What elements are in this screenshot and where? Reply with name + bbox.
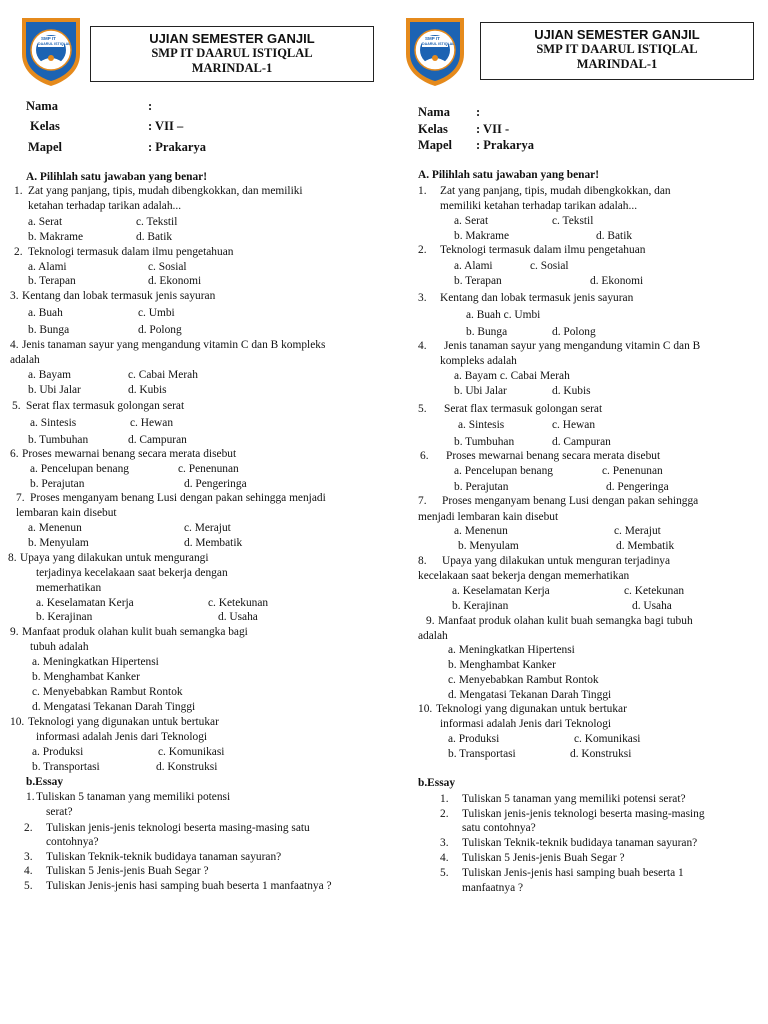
essay-text: Tuliskan 5 tanaman yang memiliki potensi bbox=[36, 791, 231, 803]
school-name: SMP IT DAARUL ISTIQLAL bbox=[151, 46, 313, 60]
option-d: d. Polong bbox=[552, 326, 596, 338]
nama-value: : bbox=[476, 105, 481, 119]
exam-title: UJIAN SEMESTER GANJIL bbox=[149, 31, 315, 46]
option-a: a. Alami bbox=[454, 260, 493, 272]
question-number: 1. bbox=[14, 185, 23, 197]
option-a-c: a. Bayam c. Cabai Merah bbox=[454, 370, 570, 382]
section-b-heading: b.Essay bbox=[418, 777, 456, 789]
logo-text-top: SMP IT bbox=[425, 36, 440, 41]
section-a-heading: A. Pilihlah satu jawaban yang benar! bbox=[418, 169, 600, 181]
option-a: a. Alami bbox=[28, 261, 67, 273]
essay-text: Tuliskan jenis-jenis teknologi beserta masing-masing bbox=[462, 808, 705, 820]
question-text: Zat yang panjang, tipis, mudah dibengkokkan, dan bbox=[440, 185, 671, 197]
essay-text: Tuliskan 5 Jenis-jenis Buah Segar ? bbox=[462, 852, 625, 864]
question-number: 8. bbox=[8, 552, 17, 564]
option-d: d. Usaha bbox=[632, 600, 672, 612]
option-d: d. Konstruksi bbox=[156, 761, 218, 773]
question-number: 10. bbox=[10, 716, 25, 728]
exam-title: UJIAN SEMESTER GANJIL bbox=[534, 27, 700, 42]
mapel-value: : Prakarya bbox=[148, 140, 206, 154]
question-number: 7. bbox=[418, 495, 427, 507]
option-a: a. Serat bbox=[28, 216, 63, 228]
school-place: MARINDAL-1 bbox=[576, 57, 658, 71]
nama-value: : bbox=[148, 99, 153, 113]
option-a-c: a. Buah c. Umbi bbox=[466, 309, 541, 321]
question-text: Teknologi yang digunakan untuk bertukar bbox=[28, 716, 219, 728]
option-b: b. Kerajinan bbox=[452, 600, 509, 612]
section-a-heading: A. Pilihlah satu jawaban yang benar! bbox=[26, 171, 208, 183]
exam-header-box bbox=[480, 22, 754, 80]
option-a: a. Meningkatkan Hipertensi bbox=[448, 644, 575, 656]
option-a: a. Menenun bbox=[454, 525, 508, 537]
essay-number: 2. bbox=[440, 808, 449, 820]
school-logo-icon bbox=[18, 14, 84, 88]
option-c: c. Umbi bbox=[138, 307, 175, 319]
option-b: b. Tumbuhan bbox=[28, 434, 89, 446]
question-number: 9. bbox=[426, 615, 435, 627]
essay-text: Tuliskan Jenis-jenis hasi samping buah beserta 1 manfaatnya ? bbox=[46, 880, 332, 892]
essay-text: Tuliskan jenis-jenis teknologi beserta masing-masing satu bbox=[46, 822, 310, 834]
kelas-value: : VII – bbox=[148, 119, 184, 133]
question-text: Teknologi yang digunakan untuk bertukar bbox=[436, 703, 627, 715]
question-text-cont: tubuh adalah bbox=[30, 641, 89, 653]
option-c: c. Ketekunan bbox=[624, 585, 685, 597]
logo-text-name: DAARUL ISTIQLAL bbox=[38, 42, 71, 46]
option-b: b. Transportasi bbox=[448, 748, 516, 760]
option-b: b. Makrame bbox=[454, 230, 510, 242]
option-b: b. Perajutan bbox=[30, 478, 85, 490]
option-d: d. Pengeringa bbox=[606, 481, 669, 493]
option-a: a. Bayam bbox=[28, 369, 72, 381]
option-a: a. Sintesis bbox=[30, 417, 77, 429]
question-text-cont: menjadi lembaran kain disebut bbox=[418, 511, 559, 523]
option-b: b. Transportasi bbox=[32, 761, 100, 773]
question-text-cont: informasi adalah Jenis dari Teknologi bbox=[440, 718, 612, 730]
question-number: 2. bbox=[418, 244, 427, 256]
question-text: Upaya yang dilakukan untuk mengurangi bbox=[20, 552, 209, 564]
essay-text: Tuliskan 5 tanaman yang memiliki potensi serat? bbox=[462, 793, 686, 805]
option-d: d. Kubis bbox=[128, 384, 167, 396]
option-a: a. Keselamatan Kerja bbox=[452, 585, 550, 597]
option-d: d. Campuran bbox=[552, 436, 611, 448]
question-text-cont: informasi adalah Jenis dari Teknologi bbox=[36, 731, 208, 743]
option-b: b. Bunga bbox=[28, 324, 70, 336]
question-text: Jenis tanaman sayur yang mengandung vitamin C dan B bbox=[444, 340, 701, 352]
question-number: 10. bbox=[418, 703, 433, 715]
option-d: d. Campuran bbox=[128, 434, 187, 446]
option-a: a. Produksi bbox=[32, 746, 84, 758]
option-a: a. Meningkatkan Hipertensi bbox=[32, 656, 159, 668]
school-logo-icon bbox=[402, 14, 468, 88]
exam-header-box bbox=[90, 26, 374, 82]
essay-text: Tuliskan Teknik-teknik budidaya tanaman sayuran? bbox=[462, 837, 698, 849]
option-a: a. Pencelupan benang bbox=[454, 465, 553, 477]
question-text-cont: adalah bbox=[418, 630, 448, 642]
essay-number: 3. bbox=[24, 851, 33, 863]
option-d: d. Kubis bbox=[552, 385, 591, 397]
essay-text-cont: manfaatnya ? bbox=[462, 882, 524, 894]
essay-text: Tuliskan Teknik-teknik budidaya tanaman sayuran? bbox=[46, 851, 282, 863]
option-c: c. Merajut bbox=[184, 522, 231, 534]
option-c: c. Sosial bbox=[530, 260, 569, 272]
essay-number: 2. bbox=[24, 822, 33, 834]
question-number: 6. bbox=[10, 448, 19, 460]
nama-label: Nama bbox=[418, 105, 450, 119]
essay-text-cont: serat? bbox=[46, 806, 73, 818]
essay-text-cont: contohnya? bbox=[46, 836, 99, 848]
option-d: d. Ekonomi bbox=[590, 275, 644, 287]
question-text: Teknologi termasuk dalam ilmu pengetahuan bbox=[440, 244, 646, 256]
question-text: Proses mewarnai benang secara merata disebut bbox=[446, 450, 661, 462]
question-text-cont: memiliki ketahan terhadap tarikan adalah... bbox=[440, 200, 638, 212]
option-a: a. Keselamatan Kerja bbox=[36, 597, 134, 609]
option-a: a. Menenun bbox=[28, 522, 82, 534]
question-number: 6. bbox=[420, 450, 429, 462]
essay-text: Tuliskan Jenis-jenis hasi samping buah beserta 1 bbox=[462, 867, 684, 879]
question-text: Teknologi termasuk dalam ilmu pengetahuan bbox=[28, 246, 234, 258]
option-c: c. Penenunan bbox=[178, 463, 239, 475]
question-text-cont: ketahan terhadap tarikan adalah... bbox=[28, 200, 182, 212]
option-c: c. Sosial bbox=[148, 261, 187, 273]
question-text: Jenis tanaman sayur yang mengandung vitamin C dan B kompleks bbox=[22, 339, 326, 351]
kelas-label: Kelas bbox=[30, 119, 60, 133]
option-b: b. Tumbuhan bbox=[454, 436, 515, 448]
school-place: MARINDAL-1 bbox=[191, 61, 273, 75]
option-b: b. Makrame bbox=[28, 231, 84, 243]
option-d: d. Membatik bbox=[184, 537, 243, 549]
mapel-label: Mapel bbox=[28, 140, 63, 154]
mapel-value: : Prakarya bbox=[476, 138, 534, 152]
question-number: 8. bbox=[418, 555, 427, 567]
option-b: b. Menghambat Kanker bbox=[448, 659, 556, 671]
question-text-cont: memerhatikan bbox=[36, 582, 102, 594]
kelas-label: Kelas bbox=[418, 122, 448, 136]
question-text: Upaya yang dilakukan untuk menguran terjadinya bbox=[442, 555, 671, 567]
option-c: c. Tekstil bbox=[136, 216, 178, 228]
option-b: b. Menghambat Kanker bbox=[32, 671, 140, 683]
option-c: c. Menyebabkan Rambut Rontok bbox=[448, 674, 599, 686]
question-text: Proses mewarnai benang secara merata disebut bbox=[22, 448, 237, 460]
option-c: c. Tekstil bbox=[552, 215, 594, 227]
question-text-cont: adalah bbox=[10, 354, 40, 366]
question-number: 5. bbox=[418, 403, 427, 415]
option-b: b. Ubi Jalar bbox=[28, 384, 81, 396]
option-a: a. Produksi bbox=[448, 733, 500, 745]
question-text: Kentang dan lobak termasuk jenis sayuran bbox=[22, 290, 216, 302]
option-c: c. Cabai Merah bbox=[128, 369, 198, 381]
option-b: b. Ubi Jalar bbox=[454, 385, 507, 397]
question-text: Serat flax termasuk golongan serat bbox=[444, 403, 603, 415]
question-text: Zat yang panjang, tipis, mudah dibengkokkan, dan memiliki bbox=[28, 185, 303, 197]
option-c: c. Merajut bbox=[614, 525, 661, 537]
essay-number: 5. bbox=[24, 880, 33, 892]
question-text: Kentang dan lobak termasuk jenis sayuran bbox=[440, 292, 634, 304]
option-b: b. Bunga bbox=[466, 326, 508, 338]
option-a: a. Serat bbox=[454, 215, 489, 227]
option-c: c. Komunikasi bbox=[574, 733, 641, 745]
question-text: Manfaat produk olahan kulit buah semangka bagi bbox=[22, 626, 248, 638]
essay-number: 1. bbox=[26, 791, 35, 803]
question-number: 7. bbox=[16, 492, 25, 504]
option-d: d. Polong bbox=[138, 324, 182, 336]
section-b-heading: b.Essay bbox=[26, 776, 64, 788]
option-d: d. Batik bbox=[596, 230, 633, 242]
option-d: d. Mengatasi Tekanan Darah Tinggi bbox=[448, 689, 612, 701]
option-c: c. Ketekunan bbox=[208, 597, 269, 609]
option-b: b. Menyulam bbox=[458, 540, 519, 552]
logo-text-name: DAARUL ISTIQLAL bbox=[422, 42, 455, 46]
option-b: b. Terapan bbox=[454, 275, 502, 287]
question-number: 3. bbox=[10, 290, 19, 302]
option-d: d. Konstruksi bbox=[570, 748, 632, 760]
question-number: 3. bbox=[418, 292, 427, 304]
question-text: Proses menganyam benang Lusi dengan pakan sehingga menjadi bbox=[30, 492, 326, 504]
question-number: 2. bbox=[14, 246, 23, 258]
school-name: SMP IT DAARUL ISTIQLAL bbox=[536, 42, 698, 56]
option-c: c. Hewan bbox=[130, 417, 174, 429]
option-c: c. Komunikasi bbox=[158, 746, 225, 758]
question-number: 1. bbox=[418, 185, 427, 197]
kelas-value: : VII - bbox=[476, 122, 510, 136]
option-a: a. Pencelupan benang bbox=[30, 463, 129, 475]
option-a: a. Sintesis bbox=[458, 419, 505, 431]
option-d: d. Batik bbox=[136, 231, 173, 243]
option-d: d. Pengeringa bbox=[184, 478, 247, 490]
essay-number: 1. bbox=[440, 793, 449, 805]
nama-label: Nama bbox=[26, 99, 58, 113]
option-b: b. Menyulam bbox=[28, 537, 89, 549]
question-text-cont: terjadinya kecelakaan saat bekerja dengan bbox=[36, 567, 228, 579]
option-d: d. Mengatasi Tekanan Darah Tinggi bbox=[32, 701, 196, 713]
option-c: c. Hewan bbox=[552, 419, 596, 431]
essay-text-cont: satu contohnya? bbox=[462, 822, 536, 834]
option-d: d. Usaha bbox=[218, 611, 258, 623]
option-d: d. Membatik bbox=[616, 540, 675, 552]
question-text: Serat flax termasuk golongan serat bbox=[26, 400, 185, 412]
exam-sheet-right bbox=[384, 0, 768, 1024]
essay-text: Tuliskan 5 Jenis-jenis Buah Segar ? bbox=[46, 865, 209, 877]
question-number: 4. bbox=[418, 340, 427, 352]
option-b: b. Terapan bbox=[28, 275, 76, 287]
option-d: d. Ekonomi bbox=[148, 275, 202, 287]
question-number: 4. bbox=[10, 339, 19, 351]
question-text: Proses menganyam benang Lusi dengan pakan sehingga bbox=[442, 495, 699, 507]
question-text-cont: lembaran kain disebut bbox=[16, 507, 117, 519]
logo-text-top: SMP IT bbox=[41, 36, 56, 41]
essay-number: 5. bbox=[440, 867, 449, 879]
mapel-label: Mapel bbox=[418, 138, 453, 152]
essay-number: 4. bbox=[440, 852, 449, 864]
option-b: b. Perajutan bbox=[454, 481, 509, 493]
question-number: 9. bbox=[10, 626, 19, 638]
essay-number: 3. bbox=[440, 837, 449, 849]
question-text-cont: kompleks adalah bbox=[440, 355, 517, 367]
essay-number: 4. bbox=[24, 865, 33, 877]
option-c: c. Menyebabkan Rambut Rontok bbox=[32, 686, 183, 698]
option-c: c. Penenunan bbox=[602, 465, 663, 477]
question-number: 5. bbox=[12, 400, 21, 412]
question-text: Manfaat produk olahan kulit buah semangka bagi tubuh bbox=[438, 615, 693, 627]
option-a: a. Buah bbox=[28, 307, 63, 319]
question-text-cont: kecelakaan saat bekerja dengan memerhatikan bbox=[418, 570, 630, 582]
option-b: b. Kerajinan bbox=[36, 611, 93, 623]
